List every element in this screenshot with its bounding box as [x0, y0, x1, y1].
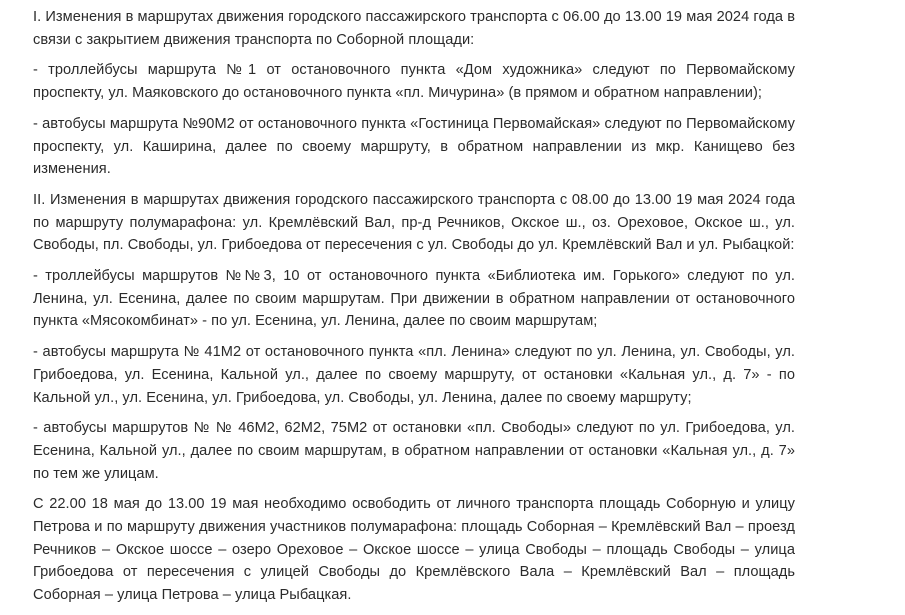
- trolleybus-routes-3-10-item: - троллейбусы маршрутов №№3, 10 от остановочного пункта «Библиотека им. Горького» следуют по ул. Ленина, ул. Есенина, далее по своим маршрутам. При движении в обратном направлении от остановочного пункта «Мясокомбинат» - по ул. Есенина, ул. Ленина, далее по своим маршрутам;: [33, 268, 795, 330]
- bus-route-41m2-item: - автобусы маршрута № 41М2 от остановочного пункта «пл. Ленина» следуют по ул. Ленина, ул. Свободы, ул. Грибоедова, ул. Есенина, Кальной ул., далее по своему маршруту, от остановки «Кальная ул., д. 7» - по Кальной ул., ул. Есенина, ул. Грибоедова, ул. Свободы, ул. Ленина, далее по своему маршруту;: [33, 344, 795, 406]
- section-two-heading: II. Изменения в маршрутах движения городского пассажирского транспорта с 08.00 до 13.00 19 мая 2024 года по маршруту полумарафона: ул. Кремлёвский Вал, пр-д Речников, Окское ш., оз. Ореховое, Окское ш., ул. Свободы, пл. Свободы, ул. Грибоедова от пересечения с ул. Свободы до ул. Кремлёвский Вал и ул. Рыбацкой:: [33, 191, 795, 254]
- bus-route-90m2-item: - автобусы маршрута №90М2 от остановочного пункта «Гостиница Первомайская» следуют по Первомайскому проспекту, ул. Каширина, далее по своему маршруту, в обратном направлении из мкр. Канищево без изменения.: [33, 115, 795, 178]
- trolleybus-route-1-item: - троллейбусы маршрута №1 от остановочного пункта «Дом художника» следуют по Первомайскому проспекту, ул. Маяковского до остановочного пункта «пл. Мичурина» (в прямом и обратном направлении);: [33, 62, 795, 102]
- bus-routes-46m2-62m2-75m2-item: - автобусы маршрутов № № 46М2, 62М2, 75М2 от остановки «пл. Свободы» следуют по ул. Грибоедова, ул. Есенина, Кальной ул., далее по своим маршрутам, в обратном направлении от остановки «Кальная ул., д. 7» по тем же улицам.: [33, 420, 795, 482]
- article-body: [33, 6, 795, 615]
- section-one-heading: I. Изменения в маршрутах движения городского пассажирского транспорта с 06.00 до 13.00 19 мая 2024 года в связи с закрытием движения транспорта по Соборной площади:: [33, 9, 795, 48]
- parking-restriction-notice: С 22.00 18 мая до 13.00 19 мая необходимо освободить от личного транспорта площадь Соборную и улицу Петрова и по маршруту движения участников полумарафона: площадь Соборная – Кремлёвский Вал – проезд Речников – Окское шоссе – озеро Ореховое – Окское шоссе – улица Свободы – площадь Свободы – улица Грибоедова от пересечения с улицей Свободы до Кремлёвского Вала – Кремлёвский Вал – площадь Соборная – улица Петрова – улица Рыбацкая.: [33, 496, 795, 604]
